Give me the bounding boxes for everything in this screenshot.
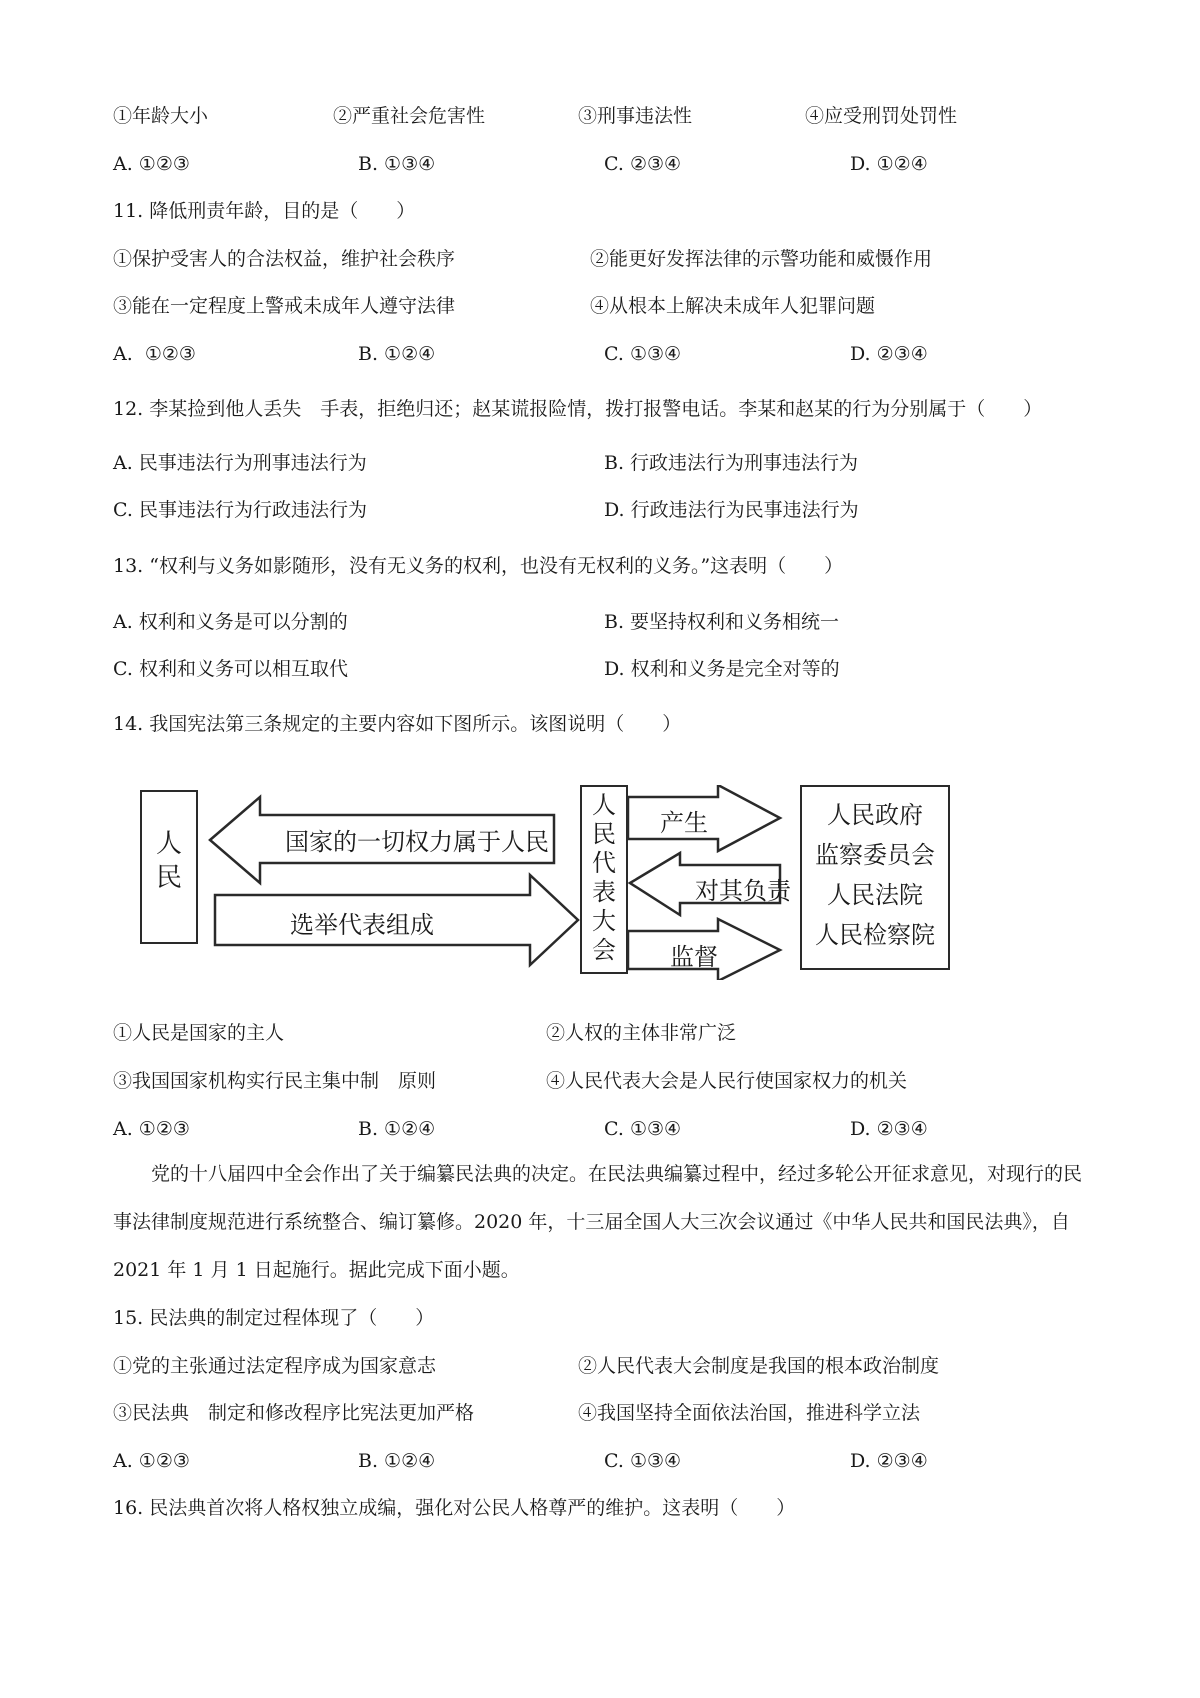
q10-item-2: ②严重社会危害性 bbox=[333, 105, 486, 127]
q15-option-d: D. ②③④ bbox=[850, 1450, 928, 1472]
q15-option-c: C. ①③④ bbox=[604, 1450, 682, 1472]
q13-option-c: C. 权利和义务可以相互取代 bbox=[113, 658, 348, 680]
q14-item-4: ④人民代表大会是人民行使国家权力的机关 bbox=[546, 1070, 908, 1092]
q15-option-b: B. ①②④ bbox=[358, 1450, 436, 1472]
organ-court: 人民法院 bbox=[827, 881, 923, 909]
q15-item-1: ①党的主张通过法定程序成为国家意志 bbox=[113, 1355, 437, 1377]
q15-item-4: ④我国坚持全面依法治国，推进科学立法 bbox=[578, 1402, 921, 1424]
q12-option-b: B. 行政违法行为刑事违法行为 bbox=[604, 452, 859, 474]
q11-item-3: ③能在一定程度上警戒未成年人遵守法律 bbox=[113, 295, 456, 317]
q10-option-d: D. ①②④ bbox=[850, 153, 928, 175]
q13-option-b: B. 要坚持权利和义务相统一 bbox=[604, 611, 840, 633]
q14-option-a: A. ①②③ bbox=[113, 1118, 190, 1140]
q15-stem: 15. 民法典的制定过程体现了（ ） bbox=[113, 1307, 435, 1329]
state-organs-box bbox=[800, 785, 950, 970]
people-label: 人民 bbox=[155, 829, 182, 893]
q13-option-a: A. 权利和义务是可以分割的 bbox=[113, 611, 348, 633]
q10-option-b: B. ①③④ bbox=[358, 153, 436, 175]
q10-option-a: A. ①②③ bbox=[113, 153, 190, 175]
q11-option-d: D. ②③④ bbox=[850, 343, 928, 365]
q11-option-b: B. ①②④ bbox=[358, 343, 436, 365]
q11-stem: 11. 降低刑责年龄，目的是（ ） bbox=[113, 200, 416, 222]
q11-item-1: ①保护受害人的合法权益，维护社会秩序 bbox=[113, 248, 456, 270]
q12-option-d: D. 行政违法行为民事违法行为 bbox=[604, 499, 859, 521]
organ-procuratorate: 人民检察院 bbox=[815, 921, 935, 949]
q10-item-3: ③刑事违法性 bbox=[578, 105, 693, 127]
q14-item-2: ②人权的主体非常广泛 bbox=[546, 1022, 737, 1044]
q13-option-d: D. 权利和义务是完全对等的 bbox=[604, 658, 840, 680]
q11-item-2: ②能更好发挥法律的示警功能和威慑作用 bbox=[590, 248, 933, 270]
q11-option-c: C. ①③④ bbox=[604, 343, 682, 365]
q10-item-4: ④应受刑罚处罚性 bbox=[805, 105, 958, 127]
arrow-supervise-label: 监督 bbox=[670, 943, 718, 971]
arrow-elect-label: 选举代表组成 bbox=[290, 911, 434, 939]
people-box bbox=[140, 790, 198, 944]
q12-option-a: A. 民事违法行为刑事违法行为 bbox=[113, 452, 367, 474]
organ-government: 人民政府 bbox=[827, 801, 923, 829]
q12-option-c: C. 民事违法行为行政违法行为 bbox=[113, 499, 367, 521]
q10-item-1: ①年龄大小 bbox=[113, 105, 209, 127]
q14-option-c: C. ①③④ bbox=[604, 1118, 682, 1140]
q16-stem: 16. 民法典首次将人格权独立成编，强化对公民人格尊严的维护。这表明（ ） bbox=[113, 1497, 796, 1519]
material-text: 党的十八届四中全会作出了关于编纂民法典的决定。在民法典编纂过程中，经过多轮公开征求意见，对现行的民事法律制度规范进行系统整合、编订纂修。2020 年，十三届全国人大三次会议通过《中华人民共和国民法典》，自 2021 年 1 月 1 日起施行。据此完成下面小题。 bbox=[113, 1163, 1083, 1281]
q11-option-a: A. ①②③ bbox=[113, 343, 196, 365]
q14-stem: 14. 我国宪法第三条规定的主要内容如下图所示。该图说明（ ） bbox=[113, 713, 682, 735]
q15-item-2: ②人民代表大会制度是我国的根本政治制度 bbox=[578, 1355, 940, 1377]
constitution-article3-diagram bbox=[140, 785, 980, 980]
q14-item-1: ①人民是国家的主人 bbox=[113, 1022, 285, 1044]
q14-option-d: D. ②③④ bbox=[850, 1118, 928, 1140]
q10-option-c: C. ②③④ bbox=[604, 153, 682, 175]
q15-item-3: ③民法典 制定和修改程序比宪法更加严格 bbox=[113, 1402, 475, 1424]
q11-item-4: ④从根本上解决未成年人犯罪问题 bbox=[590, 295, 876, 317]
material-paragraph bbox=[113, 1150, 1098, 1294]
q13-stem: 13. “权利与义务如影随形，没有无义务的权利，也没有无权利的义务。”这表明（ ） bbox=[113, 555, 844, 577]
congress-label: 人民代表大会 bbox=[592, 791, 616, 964]
q12-stem: 12. 李某捡到他人丢失 手表，拒绝归还；赵某谎报险情，拨打报警电话。李某和赵某的行为分别属于（ ） bbox=[113, 398, 1043, 420]
arrow-power-label: 国家的一切权力属于人民 bbox=[285, 828, 549, 856]
q14-option-b: B. ①②④ bbox=[358, 1118, 436, 1140]
q14-item-3: ③我国国家机构实行民主集中制 原则 bbox=[113, 1070, 437, 1092]
organ-supervisory-commission: 监察委员会 bbox=[815, 841, 935, 869]
q15-option-a: A. ①②③ bbox=[113, 1450, 190, 1472]
arrow-responsible-label: 对其负责 bbox=[695, 877, 791, 905]
arrow-produce-label: 产生 bbox=[660, 809, 708, 837]
congress-box bbox=[580, 785, 628, 974]
